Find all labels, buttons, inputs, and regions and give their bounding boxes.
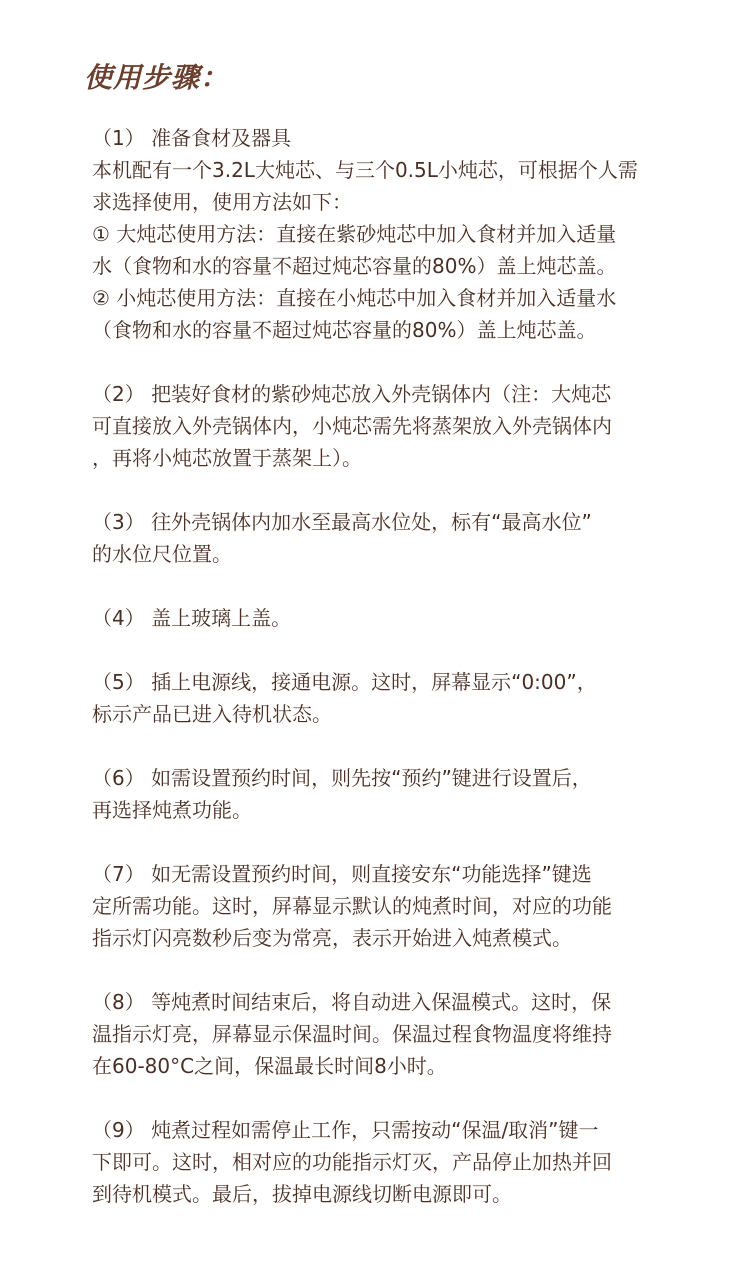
- step-text-line: （7） 如无需设置预约时间，则直接安东“功能选择”键选: [92, 862, 592, 886]
- page-title: 使用步骤：: [84, 61, 230, 94]
- step-text-line: ，再将小炖芯放置于蒸架上）。: [92, 446, 362, 470]
- step-text-line: （5） 插上电源线，接通电源。这时，屏幕显示“0:00”，: [92, 670, 597, 694]
- step-text-line: 温指示灯亮，屏幕显示保温时间。保温过程食物温度将维持: [92, 1022, 612, 1046]
- step-section: [92, 762, 692, 826]
- step-text-line: 的水位尺位置。: [92, 542, 232, 566]
- section-gap: [92, 826, 692, 858]
- step-section: [92, 666, 692, 730]
- step-text-line: ② 小炖芯使用方法：直接在小炖芯中加入食材并加入适量水: [92, 286, 617, 310]
- step-section: [92, 122, 692, 346]
- step-text-line: 下即可。这时，相对应的功能指示灯灭，产品停止加热并回: [92, 1150, 612, 1174]
- step-text-line: 到待机模式。最后，拔掉电源线切断电源即可。: [92, 1182, 512, 1206]
- step-text-line: （4） 盖上玻璃上盖。: [92, 606, 292, 630]
- section-gap: [92, 570, 692, 602]
- step-text-line: 指示灯闪亮数秒后变为常亮，表示开始进入炖煮模式。: [92, 926, 572, 950]
- step-text-line: 再选择炖煮功能。: [92, 798, 252, 822]
- step-section: [92, 506, 692, 570]
- section-gap: [92, 730, 692, 762]
- step-text-line: （9） 炖煮过程如需停止工作，只需按动“保温/取消”键一: [92, 1118, 599, 1142]
- step-text-line: （8） 等炖煮时间结束后，将自动进入保温模式。这时，保: [92, 990, 612, 1014]
- section-gap: [92, 346, 692, 378]
- step-text-line: 本机配有一个3.2L大炖芯、与三个0.5L小炖芯，可根据个人需: [92, 158, 638, 182]
- step-text-line: （食物和水的容量不超过炖芯容量的80%）盖上炖芯盖。: [92, 318, 597, 342]
- step-text-line: 在60-80°C之间，保温最长时间8小时。: [92, 1054, 447, 1078]
- step-section: [92, 602, 692, 634]
- section-gap: [92, 1082, 692, 1114]
- step-text-line: ① 大炖芯使用方法：直接在紫砂炖芯中加入食材并加入适量: [92, 222, 617, 246]
- step-text-line: （6） 如需设置预约时间，则先按“预约”键进行设置后，: [92, 766, 592, 790]
- step-text-line: （1） 准备食材及器具: [92, 126, 292, 150]
- section-gap: [92, 634, 692, 666]
- step-section: [92, 1114, 692, 1210]
- section-gap: [92, 954, 692, 986]
- step-section: [92, 986, 692, 1082]
- steps-content: [92, 122, 692, 1210]
- step-text-line: 标示产品已进入待机状态。: [92, 702, 332, 726]
- step-text-line: 定所需功能。这时，屏幕显示默认的炖煮时间，对应的功能: [92, 894, 612, 918]
- step-text-line: 水（食物和水的容量不超过炖芯容量的80%）盖上炖芯盖。: [92, 254, 617, 278]
- step-text-line: （2） 把装好食材的紫砂炖芯放入外壳锅体内（注：大炖芯: [92, 382, 612, 406]
- section-gap: [92, 474, 692, 506]
- step-section: [92, 378, 692, 474]
- step-text-line: 可直接放入外壳锅体内，小炖芯需先将蒸架放入外壳锅体内: [92, 414, 612, 438]
- step-text-line: 求选择使用，使用方法如下：: [92, 190, 352, 214]
- step-text-line: （3） 往外壳锅体内加水至最高水位处，标有“最高水位”: [92, 510, 592, 534]
- step-section: [92, 858, 692, 954]
